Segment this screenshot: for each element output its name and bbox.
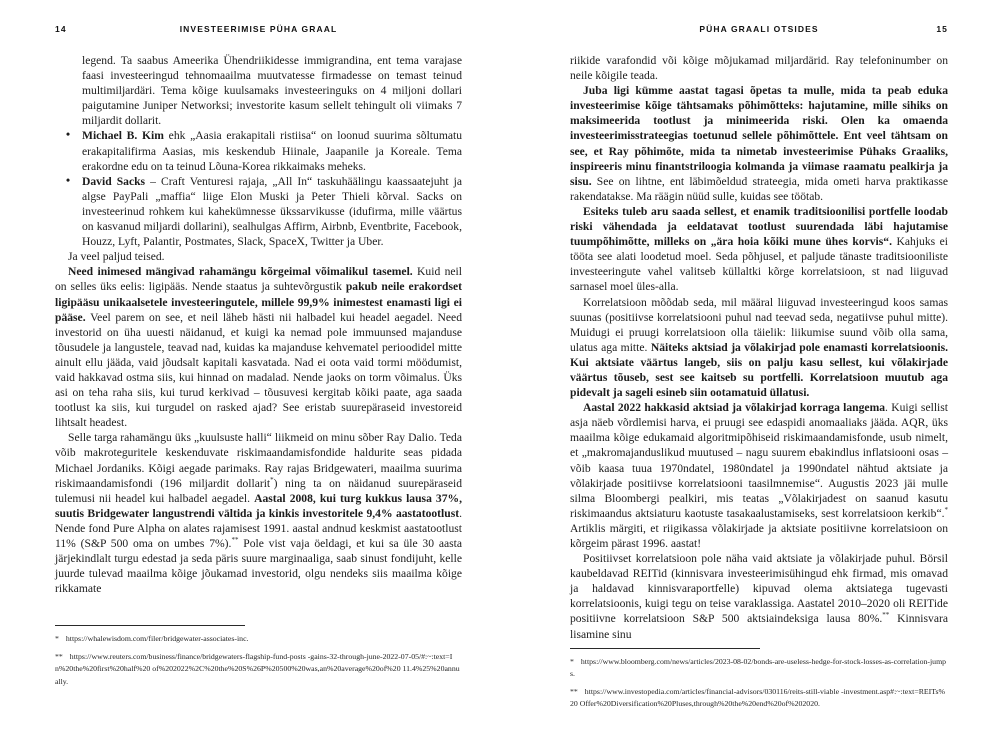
paragraph: Selle targa rahamängu üks „kuulsuste halli“ liikmeid on minu sõber Ray Dalio. Teda võib makroteguritele keskenduvate riskimaandamisfondide haldurite seas pidada Michael Jordaniks. Kõigi aegade parimaks. Ray rajas Bridgewateri, maailma suurima riskimaandamisfondi (196 miljardit dollarit*) ning ta on näidanud suurepäraseid tulemusi nii headel kui halbadel aegadel. Aastal 2008, kui turg kukkus lausa 37%, suutis Bridgewater langustrendi vältida ja kinkis investoritele 9,4% aastatootlust. Nende fond Pure Alpha on alates rajamisest 1991. aastal andnud keskmist aastatootlust 11% (S&P 500 oma on umbes 7%).** Pole vist vaja öeldagi, et kui sa üle 30 aasta järjekindlalt turgu edestad ja seda päris suure marginaaliga, saab sinust fondijuht, kelle juurde tulevad maailma kõige jõukamad investorid, olgu nendeks siis maailma kõige rikkamate [55,431,463,596]
paragraph: Juba ligi kümme aastat tagasi õpetas ta mulle, mida ta peab eduka investeerimise kõige tähtsamaks põhimõtteks: hajutamine, mille sihiks on maksimeerida tootlust ja minimeerida riski. Olen ka omaenda investeerimisstrateegias toetunud sellele põhimõttele. Ent veel tähtsam on see, et Ray põhimõte, mida ta nimetab investeerimise Pühaks Graaliks, inspireeris minu finantstriloogia kolmanda ja viimase raamatu pealkirja ja sisu. See on lihtne, ent läbimõeldud strateegia, mida ometi harva praktikasse rakendatakse. Ma räägin nüüd sulle, kuidas see töötab. [570,84,948,203]
footnote-text: https://whalewisdom.com/filer/bridgewater-associates-inc. [65,634,249,643]
footnote [55,651,462,689]
page-15-footnotes [570,648,948,716]
continued-paragraph: riikide varafondid või kõige mõjukamad miljardärid. Ray telefoninumber on neile kõigile teada. [570,54,948,83]
page-number-left: 14 [55,24,67,34]
footnote [570,686,948,711]
footnote-text: https://www.investopedia.com/articles/financial-advisors/030116/reits-still-viable -investment.asp#:~:text=REITs%20 Offer%20Diversification%20Pluses,through%20the%20end%20of%202020. [570,686,946,709]
page-15 [500,0,1000,735]
footnote-text: https://www.reuters.com/business/finance/bridgewaters-flagship-fund-posts -gains-32-through-june-2022-07-05/#:~:text=In%20the%20first%20half%20 of%202022%2C%20the%20S%26P%20500%20was,an%20average%20of%20 11.4%25%20annually. [55,651,460,686]
page-number-right: 15 [936,24,948,34]
list-item: • Michael B. Kim ehk „Aasia erakapitali ristiisa“ on loonud suurima sõltumatu erakapitalifirma Aasias, mis keskendub Hiinale, Jaapanile ja Koreale. Tema erakordne edu on ta teinud Lõuna-Korea rikkaimaks meheks. [82,128,462,173]
footnote-text: https://www.bloomberg.com/news/articles/2023-08-02/bonds-are-useless-hedge-for-stock-losses-as-correlation-jumps. [570,656,947,679]
investor-bullet-list [55,128,462,249]
paragraph: Positiivset korrelatsioon pole näha vaid aktsiate ja võlakirjade puhul. Börsil kaubeldavad REITid (kinnisvara investeerimisühingud ehk firmad, mis omavad ja haldavad kinnisvaraportfelle) kipuvad olema aktsiatega tugevasti korrelatsioonis, kuigi tegu on teise varaklassiga. Aastatel 2010–2020 oli REITide positiivne korrelatsioon S&P 500 aktsiaindeksiga lausa 80%.** Kinnisvara lisamine sinu [570,552,948,641]
page-15-body [570,53,948,642]
paragraph: Esiteks tuleb aru saada sellest, et enamik traditsioonilisi portfelle loodab riski vähendada ja eeldatavat tootlust suurendada läbi hajutamise tuumpõhimõtte, milleks on „ära hoia kõiki mune ühes korvis“. Kahjuks ei tööta see alati loodetud moel. Seda põhjusel, et paljude tänaste traditsiooniliste investeeringute vahel valitseb küllaltki kõrge korrelatsioon, st nad liiguvad sarnasel moel üles-alla. [570,204,948,294]
spacer [55,596,462,625]
footnote [55,633,462,646]
running-title-right: PÜHA GRAALI OTSIDES [699,24,819,34]
running-title-left: INVESTEERIMISE PÜHA GRAAL [179,24,338,34]
footnote [570,656,948,681]
list-item: • David Sacks – Craft Venturesi rajaja, „All In“ taskuhäälingu kaassaatejuht ja algse PayPali „maffia“ liige Elon Muski ja Peter Thieli kõrval. Sacks on investeerinud rohkem kui kahekümnesse ükssarvikusse (idufirma, mille väärtus on kasvanud miljardi dollarini), sealhulgas Affirm, Airbnb, Eventbrite, Facebook, Houzz, Lyft, Palantir, Postmates, Slack, SpaceX, Twitter ja Uber. [82,174,462,249]
continued-paragraph: legend. Ta saabus Ameerika Ühendriikidesse immigrandina, ent tema varajase faasi investeeringud tehnomaailma muutvatesse firmadesse on temast teinud multimiljardäri. Tema kõige kuulsamaks investeeringuks on 4 miljoni dollari paigutamine Juniper Networksi; investorite kasum sellelt tehingult oli viimaks 7 miljardit dollarit. [82,54,462,128]
footnote-marker: * [55,634,59,643]
page-15-header [570,24,948,36]
page-14-header [55,24,462,36]
paragraph: Korrelatsioon mõõdab seda, mil määral liiguvad investeeringud koos samas suunas (positiivse korrelatsiooni puhul nad teevad seda, negatiivse puhul mitte). Muidugi ei pruugi korrelatsioon olla täielik: liikumise suund võib olla sama, ulatus aga mitte. Näiteks aktsiad ja võlakirjad pole enamasti korrelatsioonis. Kui aktsiate väärtus langeb, siis on palju kasu sellest, kui võlakirjade väärtus tõuseb, sest see kaitseb su portfelli. Korrelatsioon muutub aga pidevalt ja sageli esineb siin ootamatuid üllatusi. [570,295,948,400]
paragraph: Need inimesed mängivad rahamängu kõrgeimal võimalikul tasemel. Kuid neil on selles üks eelis: ligipääs. Nende staatus ja suhtevõrgustik pakub neile erakordset ligipääsu unikaalsetele investeeringutele, millele 99,9% inimestest enamasti ligi ei pääse. Veel parem on see, et neil läheb hästi nii halbadel kui headel aegadel. Need investorid on üha uuesti näidanud, et kuigi ka nemad pole immuunsed majanduse tõusudele ja langustele, teavad nad, kuidas ka majanduse kehvematel perioodidel mitte ainult ellu jääda, vaid jõudsalt kapitali kasvatada. Nad ei oota vaid tormi möödumist, vaid hakkavad ostma siis, kui hinnad on madalad. Nende jaoks on torm võimalus. Üks asi on teha raha siis, kui turud kerkivad – tõusuvesi kergitab kõiki paate, aga saada tootlust ka siis, kui turgudel on rasked ajad? See eristab suurepäraseid investoreid lihtsalt headest. [55,265,462,430]
footnote-divider [55,625,245,626]
footnote-divider [570,648,760,649]
footnote-marker: * [570,656,574,666]
paragraph: Aastal 2022 hakkasid aktsiad ja võlakirjad korraga langema. Kuigi sellist asja näeb võrdlemisi harva, ei pruugi see edaspidi anomaaliaks jääda. AQR, üks maailma kõige edukamaid algoritmipõhiseid riskimaandamisfonde, usub nimelt, et „makromajanduslikud muutused – nagu suurem ebakindlus inflatsiooni osas – võib kaasa tuua 1970ndatel, 1980ndatel ja 1990ndatel nähtud aktsiate ja võlakirjade positiivse korrelatsiooni taasilmnemise“. Augustis 2023 jäi mulle silma Bloombergi pealkiri, mis teatas „Võlakirjadest on saanud kasutu riskimaandus aktsiaturu kaotuste tasakaalustamiseks, sest korrelatsioon kerkib“.* Artiklis märgiti, et riigikassa võlakirjade ja aktsiate positiivne korrelatsioon on kõrgeim pärast 1996. aastat! [570,401,948,550]
page-14-footnotes [55,625,462,693]
footnote-marker: ** [570,686,578,696]
paragraph: Ja veel paljud teised. [68,250,165,264]
page-14-body [55,53,462,596]
footnote-marker: ** [55,651,63,661]
